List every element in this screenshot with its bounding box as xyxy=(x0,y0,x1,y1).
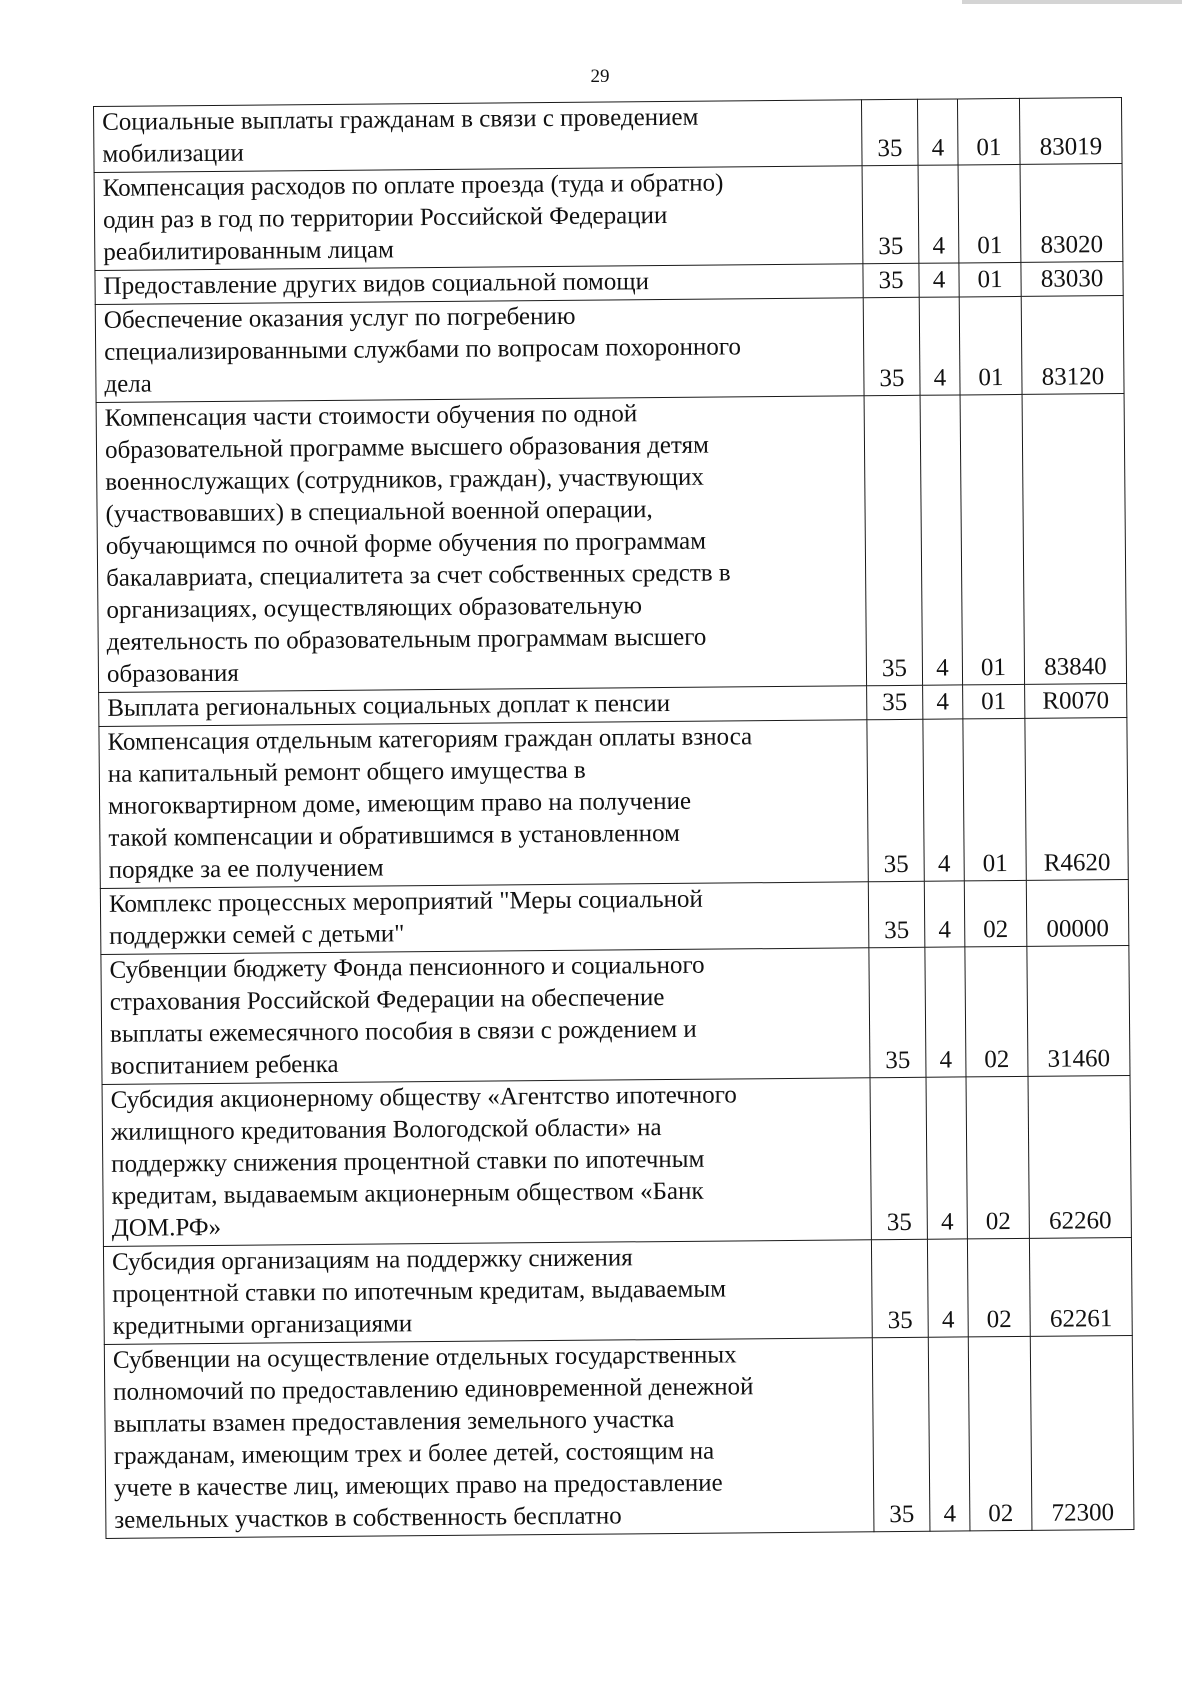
code-cell-group: 01 xyxy=(959,262,1021,297)
code-cell-group: 01 xyxy=(963,684,1025,719)
code-cell-program: 35 xyxy=(863,297,920,395)
description-line: процентной ставки по ипотечным кредитам, выдаваемым xyxy=(112,1275,727,1308)
description-line: ДОМ.РФ» xyxy=(111,1213,222,1242)
scan-edge-mark xyxy=(962,0,1182,4)
row-description xyxy=(99,720,868,889)
table-row xyxy=(101,945,1130,1084)
code-cell-direction: 83019 xyxy=(1019,98,1122,165)
description-line: реабилитированным лицам xyxy=(103,236,394,266)
code-cell-subprogram: 4 xyxy=(926,1077,967,1239)
description-line: Предоставление других видов социальной помощи xyxy=(103,268,650,300)
code-cell-subprogram: 4 xyxy=(920,395,963,685)
row-description xyxy=(103,1240,872,1345)
description-line: порядке за ее получением xyxy=(108,854,384,884)
description-line: учете в качестве лиц, имеющих право на предоставление xyxy=(113,1469,723,1502)
code-cell-program: 35 xyxy=(864,395,923,685)
description-line: Компенсация части стоимости обучения по одной xyxy=(104,400,638,432)
table-row xyxy=(102,1075,1131,1246)
description-line: выплаты взамен предоставления земельного участка xyxy=(113,1405,675,1438)
page-number: 29 xyxy=(590,66,610,87)
code-cell-subprogram: 4 xyxy=(928,1337,970,1531)
table-row xyxy=(104,1335,1134,1538)
description-line: военнослужащих (сотрудников, граждан), участвующих xyxy=(105,463,704,496)
code-cell-subprogram: 4 xyxy=(919,263,959,297)
code-cell-subprogram: 4 xyxy=(927,1239,968,1337)
row-description xyxy=(95,298,864,403)
row-description xyxy=(104,1338,874,1539)
description-line: кредитными организациями xyxy=(112,1310,413,1340)
description-line: многоквартирном доме, имеющим право на получение xyxy=(107,787,692,820)
code-cell-subprogram: 4 xyxy=(919,297,960,395)
description-line: земельных участков в собственность бесплатно xyxy=(114,1502,622,1534)
row-description xyxy=(101,948,870,1085)
code-cell-direction: 83020 xyxy=(1020,164,1123,263)
description-line: кредитам, выдаваемым акционерным обществом «Банк xyxy=(111,1177,704,1210)
table-row xyxy=(100,879,1129,954)
code-cell-direction: 72300 xyxy=(1030,1335,1134,1530)
row-description xyxy=(94,166,863,271)
description-line: Комплекс процессных мероприятий "Меры социальной xyxy=(108,885,703,918)
code-cell-program: 35 xyxy=(868,881,925,947)
description-line: Социальные выплаты гражданам в связи с проведением xyxy=(102,103,699,136)
code-cell-group: 02 xyxy=(968,1336,1032,1531)
description-line: на капитальный ремонт общего имущества в xyxy=(107,756,586,788)
code-cell-direction: 62260 xyxy=(1028,1075,1131,1238)
description-line: Субвенции на осуществление отдельных государственных xyxy=(112,1341,737,1374)
code-cell-program: 35 xyxy=(862,165,919,263)
table-row xyxy=(95,296,1124,403)
description-line: обучающимся по очной форме обучения по программам xyxy=(105,527,707,560)
description-line: организациях, осуществляющих образовательную xyxy=(106,592,643,624)
description-line: Выплата региональных социальных доплат к пенсии xyxy=(107,689,671,722)
code-cell-subprogram: 4 xyxy=(917,99,958,165)
table-row xyxy=(99,718,1128,889)
description-line: деятельность по образовательным программам высшего xyxy=(106,623,707,656)
description-line: один раз в год по территории Российской Федерации xyxy=(102,201,668,234)
description-line: гражданам, имеющим трех и более детей, состоящим на xyxy=(113,1437,715,1470)
code-cell-group: 02 xyxy=(967,1238,1030,1337)
description-line: образовательной программе высшего образования детям xyxy=(104,431,709,464)
code-cell-subprogram: 4 xyxy=(923,719,964,881)
code-cell-program: 35 xyxy=(871,1239,928,1337)
description-line: Субсидия организациям на поддержку снижения xyxy=(111,1244,633,1276)
description-line: Субвенции бюджету Фонда пенсионного и социального xyxy=(109,951,705,984)
description-line: жилищного кредитования Вологодской области» на xyxy=(110,1114,662,1146)
description-line: мобилизации xyxy=(102,139,244,168)
description-line: образования xyxy=(106,659,239,688)
description-line: бакалавриата, специалитета за счет собственных средств в xyxy=(106,559,731,592)
row-description xyxy=(102,1078,871,1247)
code-cell-subprogram: 4 xyxy=(918,165,959,263)
code-cell-subprogram: 4 xyxy=(923,685,963,719)
code-cell-group: 01 xyxy=(959,296,1022,395)
code-cell-program: 35 xyxy=(867,719,924,881)
code-cell-direction: 83120 xyxy=(1021,296,1124,395)
code-cell-direction: 83030 xyxy=(1021,262,1123,297)
description-line: дела xyxy=(104,370,152,398)
description-line: поддержки семей с детьми" xyxy=(109,920,405,950)
description-line: специализированными службами по вопросам похоронного xyxy=(104,333,742,366)
table-row xyxy=(94,164,1123,271)
code-cell-program: 35 xyxy=(869,947,926,1077)
description-line: (участвовавших) в специальной военной операции, xyxy=(105,496,653,528)
description-line: Обеспечение оказания услуг по погребению xyxy=(103,302,576,334)
code-cell-direction: 00000 xyxy=(1026,879,1129,946)
code-cell-direction: 83840 xyxy=(1022,394,1127,685)
budget-classification-table xyxy=(93,97,1134,1539)
row-description xyxy=(96,396,867,693)
code-cell-subprogram: 4 xyxy=(924,881,965,947)
code-cell-group: 01 xyxy=(960,394,1025,685)
code-cell-direction: 62261 xyxy=(1029,1237,1132,1336)
description-line: полномочий по предоставлению единовременной денежной xyxy=(113,1373,754,1406)
code-cell-group: 01 xyxy=(963,718,1026,881)
description-line: Субсидия акционерному обществу «Агентство ипотечного xyxy=(110,1081,737,1114)
description-line: выплаты ежемесячного пособия в связи с рождением и xyxy=(109,1015,697,1048)
code-cell-group: 01 xyxy=(957,98,1020,165)
description-line: воспитанием ребенка xyxy=(110,1050,339,1080)
code-cell-direction: 31460 xyxy=(1027,945,1130,1076)
description-line: Компенсация расходов по оплате проезда (туда и обратно) xyxy=(102,169,724,202)
code-cell-subprogram: 4 xyxy=(925,947,966,1077)
code-cell-program: 35 xyxy=(863,263,919,297)
code-cell-program: 35 xyxy=(870,1077,927,1239)
code-cell-group: 02 xyxy=(966,1076,1029,1239)
code-cell-program: 35 xyxy=(872,1337,930,1531)
description-line: страхования Российской Федерации на обеспечение xyxy=(109,984,665,1016)
row-description xyxy=(94,100,863,173)
code-cell-group: 02 xyxy=(965,946,1028,1077)
description-line: поддержку снижения процентной ставки по ипотечным xyxy=(111,1145,705,1178)
description-line: Компенсация отдельным категориям граждан оплаты взноса xyxy=(107,723,753,756)
code-cell-direction: R0070 xyxy=(1025,684,1127,719)
table-row xyxy=(103,1237,1132,1344)
table-row xyxy=(96,394,1126,693)
row-description xyxy=(100,882,869,955)
code-cell-group: 01 xyxy=(958,164,1021,263)
code-cell-group: 02 xyxy=(964,880,1027,947)
code-cell-program: 35 xyxy=(861,99,918,165)
code-cell-direction: R4620 xyxy=(1025,718,1128,881)
table-row xyxy=(94,98,1123,173)
code-cell-program: 35 xyxy=(867,685,923,719)
description-line: такой компенсации и обратившимся в установленном xyxy=(108,819,680,852)
